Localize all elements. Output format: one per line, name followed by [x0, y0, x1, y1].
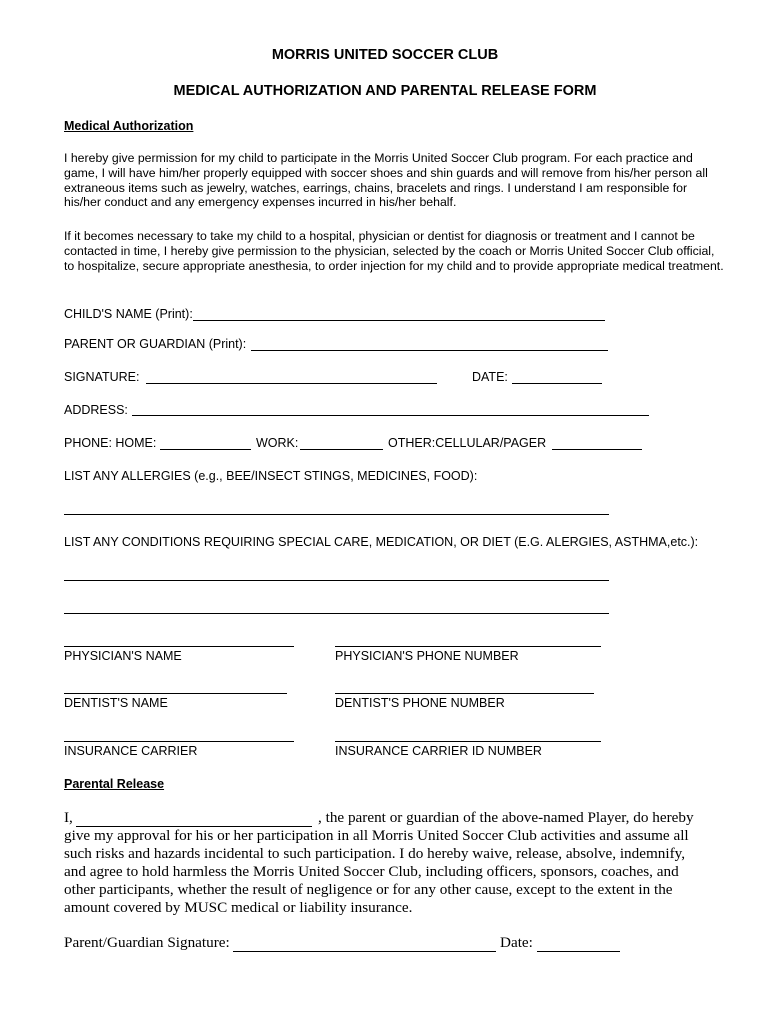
insurance-carrier-label: INSURANCE CARRIER [64, 744, 198, 758]
signature-label: SIGNATURE: [64, 370, 140, 384]
medical-authorization-heading: Medical Authorization [64, 119, 194, 133]
parent-signature-field[interactable] [233, 951, 496, 952]
phone-work-field[interactable] [300, 449, 383, 450]
parent-name-field[interactable] [251, 350, 608, 351]
dentist-name-label: DENTIST'S NAME [64, 696, 168, 710]
conditions-label: LIST ANY CONDITIONS REQUIRING SPECIAL CARE, MEDICATION, OR DIET (E.G. ALERGIES, ASTHMA,etc.): [64, 535, 699, 549]
phone-other-label: OTHER:CELLULAR/PAGER [388, 436, 547, 450]
medical-paragraph-1: I hereby give permission for my child to participate in the Morris United Soccer Club program. For each practice and game, I will have him/her properly equipped with soccer shoes and shin guards and will remove from his/her person all extraneous items such as jewelry, watches, earrings, chains, bracelets and rings. I understand I am responsible for his/her conduct and any emergency expenses incurred in his/her behalf. [64, 151, 708, 210]
medical-paragraph-2: If it becomes necessary to take my child to a hospital, physician or dentist for diagnosis or treatment and I cannot be contacted in time, I hereby give permission to the physician, selected by the coach or Morris United Soccer Club official, to hospitalize, secure appropriate anesthesia, to order injection for my child and to provide appropriate medical treatment. [64, 229, 724, 273]
release-prefix: I, [64, 809, 73, 826]
child-name-label: CHILD'S NAME (Print): [64, 307, 193, 321]
physician-phone-label: PHYSICIAN'S PHONE NUMBER [335, 649, 519, 663]
dentist-phone-field[interactable] [335, 693, 594, 694]
child-name-field[interactable] [193, 320, 605, 321]
form-title: MEDICAL AUTHORIZATION AND PARENTAL RELEASE FORM [173, 83, 597, 99]
dentist-phone-label: DENTIST'S PHONE NUMBER [335, 696, 505, 710]
phone-home-label: PHONE: HOME: [64, 436, 157, 450]
phone-other-field[interactable] [552, 449, 642, 450]
physician-name-label: PHYSICIAN'S NAME [64, 649, 182, 663]
insurance-carrier-field[interactable] [64, 741, 294, 742]
signature-field[interactable] [146, 383, 437, 384]
club-title: MORRIS UNITED SOCCER CLUB [271, 47, 499, 63]
allergies-label: LIST ANY ALLERGIES (e.g., BEE/INSECT STINGS, MEDICINES, FOOD): [64, 469, 478, 483]
date-label: DATE: [472, 370, 508, 384]
physician-phone-field[interactable] [335, 646, 601, 647]
physician-name-field[interactable] [64, 646, 294, 647]
release-date-label: Date: [500, 934, 533, 951]
parental-release-heading: Parental Release [64, 777, 165, 791]
phone-work-label: WORK: [256, 436, 299, 450]
allergies-field[interactable] [64, 514, 609, 515]
insurance-id-field[interactable] [335, 741, 601, 742]
release-date-field[interactable] [537, 951, 620, 952]
address-field[interactable] [132, 415, 649, 416]
dentist-name-field[interactable] [64, 693, 287, 694]
parent-name-label: PARENT OR GUARDIAN (Print): [64, 337, 247, 351]
parent-signature-label: Parent/Guardian Signature: [64, 934, 230, 951]
address-label: ADDRESS: [64, 403, 128, 417]
date-field[interactable] [512, 383, 602, 384]
conditions-field-1[interactable] [64, 580, 609, 581]
phone-home-field[interactable] [160, 449, 251, 450]
insurance-id-label: INSURANCE CARRIER ID NUMBER [335, 744, 542, 758]
conditions-field-2[interactable] [64, 613, 609, 614]
release-paragraph: , the parent or guardian of the above-named Player, do hereby give my approval for his or her participation in all Morris United Soccer Club activities and assume all such risks and hazards incidental to such participation. I do hereby waive, release, absolve, indemnify, and agree to hold harmless the Morris United Soccer Club, including officers, sponsors, coaches, and other participants, whether the result of negligence or for any other cause, except to the extent in the amount covered by MUSC medical or liability insurance. [64, 809, 694, 916]
